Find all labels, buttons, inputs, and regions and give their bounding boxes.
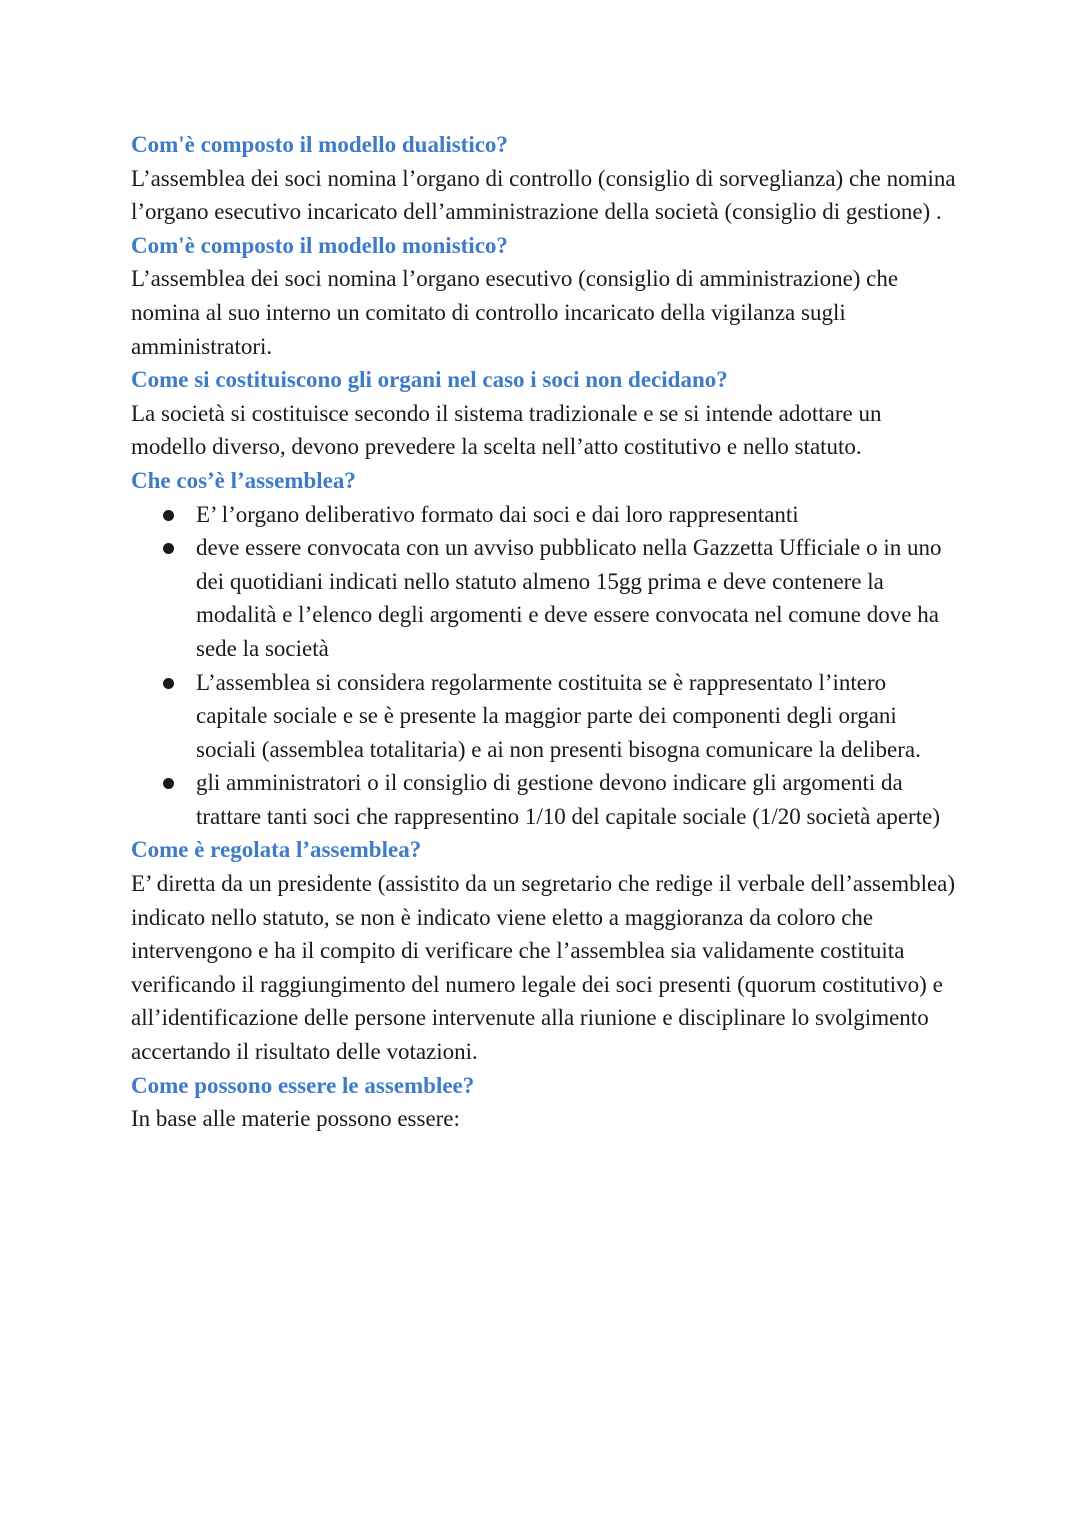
list-item-text: gli amministratori o il consiglio di gestione devono indicare gli argomenti da trattare tanti soci che rappresentino 1/10 del capitale sociale (1/20 società aperte) xyxy=(196,770,940,829)
list-item-text: L’assemblea si considera regolarmente costituita se è rappresentato l’intero capitale sociale e se è presente la maggior parte dei componenti degli organi sociali (assemblea totalitaria) e ai non presenti bisogna comunicare la delibera. xyxy=(196,669,921,762)
list-item xyxy=(196,666,961,767)
question-heading: Come è regolata l’assemblea? xyxy=(131,837,422,863)
answer-paragraph: E’ diretta da un presidente (assistito da un segretario che redige il verbale dell’assemblea) indicato nello statuto, se non è indicato viene eletto a maggioranza da coloro che intervengono e ha il compito di verificare che l’assemblea sia validamente costituita verificando il raggiungimento del numero legale dei soci presenti (quorum costitutivo) e all’identificazione delle persone intervenute alla riunione e disciplinare lo svolgimento accertando il risultato delle votazioni. xyxy=(131,871,956,1065)
question-heading: Com'è composto il modello monistico? xyxy=(131,232,508,258)
bullet-dot-icon xyxy=(163,510,174,521)
bullet-dot-icon xyxy=(163,543,174,554)
question-heading: Come possono essere le assemblee? xyxy=(131,1072,475,1098)
bullet-list xyxy=(131,498,961,834)
bullet-dot-icon xyxy=(163,778,174,789)
list-item-text: deve essere convocata con un avviso pubblicato nella Gazzetta Ufficiale o in uno dei quotidiani indicati nello statuto almeno 15gg prima e deve contenere la modalità e l’elenco degli argomenti e deve essere convocata nel comune dove ha sede la società xyxy=(196,535,942,661)
question-heading: Com'è composto il modello dualistico? xyxy=(131,132,508,157)
answer-paragraph: In base alle materie possono essere: xyxy=(131,1106,460,1132)
list-item xyxy=(196,498,961,532)
document-page xyxy=(131,128,961,1136)
list-item-text: E’ l’organo deliberativo formato dai soci e dai loro rappresentanti xyxy=(196,501,799,527)
question-heading: Come si costituiscono gli organi nel caso i soci non decidano? xyxy=(131,367,728,393)
answer-paragraph: La società si costituisce secondo il sistema tradizionale e se si intende adottare un modello diverso, devono prevedere la scelta nell’atto costitutivo e nello statuto. xyxy=(131,400,882,460)
question-heading: Che cos’è l’assemblea? xyxy=(131,467,356,493)
answer-paragraph: L’assemblea dei soci nomina l’organo esecutivo (consiglio di amministrazione) che nomina al suo interno un comitato di controllo incaricato della vigilanza sugli amministratori. xyxy=(131,266,899,359)
bullet-dot-icon xyxy=(163,678,174,689)
list-item xyxy=(196,531,961,665)
list-item xyxy=(196,766,961,833)
answer-paragraph: L’assemblea dei soci nomina l’organo di controllo (consiglio di sorveglianza) che nomina l’organo esecutivo incaricato dell’amministrazione della società (consiglio di gestione) . xyxy=(131,165,956,225)
